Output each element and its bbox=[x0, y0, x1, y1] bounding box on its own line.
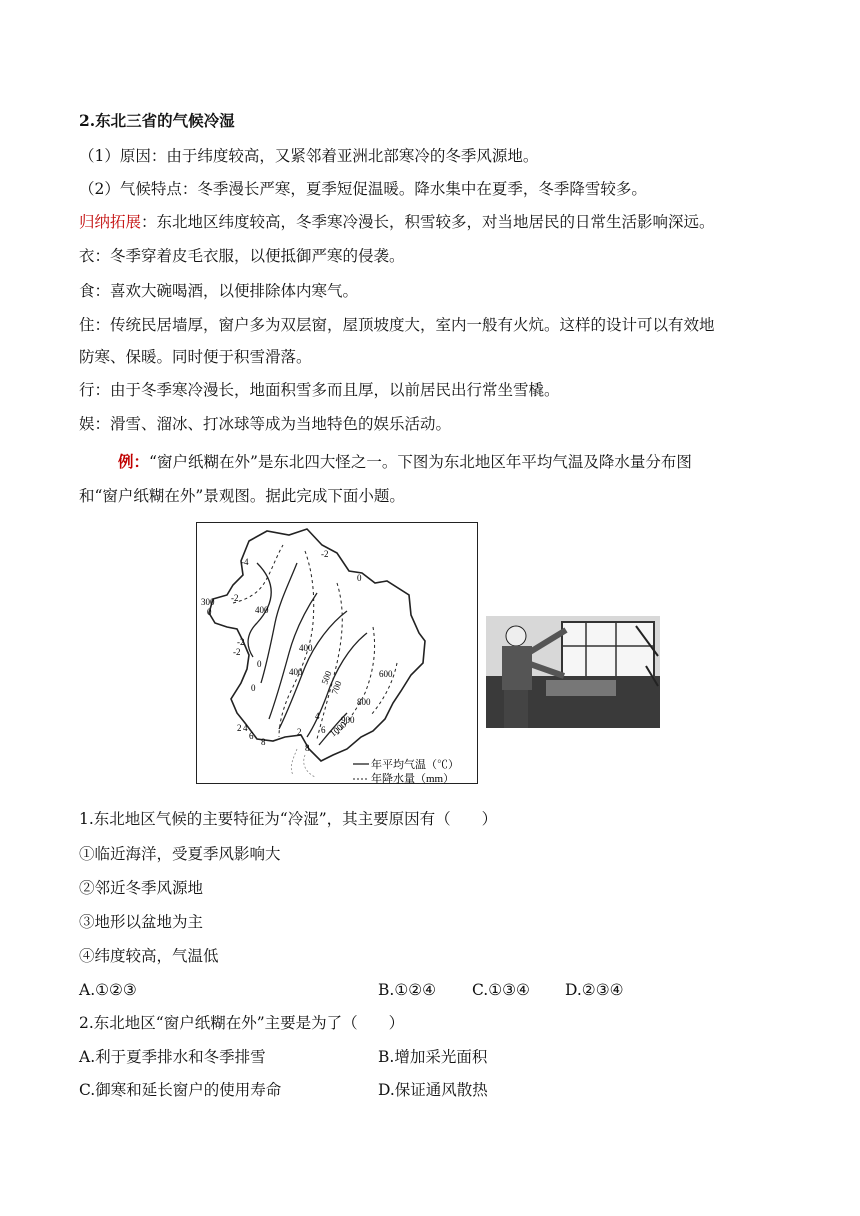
temp-label: 0 bbox=[257, 659, 262, 669]
precip-label: 900 bbox=[341, 715, 355, 725]
temp-label: -2 bbox=[237, 637, 245, 647]
summary-paragraph bbox=[79, 211, 715, 233]
example-label: 例： bbox=[118, 452, 150, 471]
temp-label: 6 bbox=[321, 725, 326, 735]
temp-label: 2 bbox=[237, 723, 242, 733]
question-1-statement: ④纬度较高，气温低 bbox=[79, 947, 219, 965]
temp-label: -2 bbox=[321, 549, 329, 559]
precip-label: 300 bbox=[201, 597, 215, 607]
temp-label: 0 bbox=[357, 573, 362, 583]
precip-label: 600 bbox=[379, 669, 393, 679]
temp-label: 0 bbox=[251, 683, 256, 693]
precip-label: 400 bbox=[299, 643, 313, 653]
summary-text: ：东北地区纬度较高，冬季寒冷漫长，积雪较多，对当地居民的日常生活影响深远。 bbox=[141, 213, 715, 231]
question-1-option-d[interactable]: D.②③④ bbox=[565, 981, 624, 999]
temp-label: 0 bbox=[207, 607, 212, 617]
precip-label: 400 bbox=[289, 667, 303, 677]
question-2-option-a[interactable]: A.利于夏季排水和冬季排雪 bbox=[79, 1048, 266, 1066]
temp-label: 4 bbox=[315, 711, 320, 721]
features-text: （2）气候特点：冬季漫长严寒，夏季短促温暖。降水集中在夏季，冬季降雪较多。 bbox=[79, 180, 647, 198]
summary-label: 归纳拓展 bbox=[79, 213, 142, 231]
northeast-climate-map bbox=[196, 522, 478, 784]
question-1-statement: ①临近海洋，受夏季风影响大 bbox=[79, 845, 281, 863]
question-1-option-a[interactable]: A.①②③ bbox=[79, 981, 137, 999]
section-heading: 2.东北三省的气候冷湿 bbox=[79, 111, 235, 130]
temp-label: 8 bbox=[261, 737, 266, 747]
precip-label: 400 bbox=[255, 605, 269, 615]
question-2-option-b[interactable]: B.增加采光面积 bbox=[378, 1048, 488, 1066]
precip-label: 700 bbox=[329, 679, 344, 696]
entertainment-text: 娱：滑雪、溜冰、打冰球等成为当地特色的娱乐活动。 bbox=[79, 415, 452, 433]
example-text-1: “窗户纸糊在外”是东北四大怪之一。下图为东北地区年平均气温及降水量分布图 bbox=[149, 453, 692, 471]
question-2-option-c[interactable]: C.御寒和延长窗户的使用寿命 bbox=[79, 1081, 282, 1099]
legend-temp: 年平均气温（℃） bbox=[371, 759, 459, 771]
temp-label: -4 bbox=[241, 557, 249, 567]
housing-text-1: 住：传统民居墙厚，窗户多为双层窗，屋顶坡度大，室内一般有火炕。这样的设计可以有效地 bbox=[79, 316, 715, 334]
question-1-statement: ②邻近冬季风源地 bbox=[79, 879, 204, 897]
window-paper-photo bbox=[486, 616, 660, 728]
cause-text: （1）原因：由于纬度较高，又紧邻着亚洲北部寒冷的冬季风源地。 bbox=[79, 147, 539, 165]
temp-label: 8 bbox=[305, 743, 310, 753]
housing-text-2: 防寒、保暖。同时便于积雪滑落。 bbox=[79, 348, 312, 366]
example-text-2: 和“窗户纸糊在外”景观图。据此完成下面小题。 bbox=[79, 487, 405, 505]
temp-label: 6 bbox=[249, 731, 254, 741]
precip-label: 500 bbox=[319, 669, 334, 686]
question-2-option-d[interactable]: D.保证通风散热 bbox=[378, 1081, 488, 1099]
question-1-stem: 1.东北地区气候的主要特征为“冷湿”，其主要原因有（ ） bbox=[79, 810, 498, 828]
clothing-text: 衣：冬季穿着皮毛衣服，以便抵御严寒的侵袭。 bbox=[79, 247, 405, 265]
temp-label: -2 bbox=[231, 593, 239, 603]
question-1-option-c[interactable]: C.①③④ bbox=[472, 981, 530, 999]
precip-label: 800 bbox=[357, 697, 371, 707]
map-svg bbox=[197, 523, 477, 783]
temp-label: 2 bbox=[297, 727, 302, 737]
question-1-statement: ③地形以盆地为主 bbox=[79, 913, 204, 931]
legend-precip: 年降水量（mm） bbox=[371, 773, 455, 783]
example-paragraph bbox=[118, 451, 692, 473]
precip-label: 1000 bbox=[327, 719, 349, 739]
question-2-stem: 2.东北地区“窗户纸糊在外”主要是为了（ ） bbox=[79, 1014, 405, 1032]
travel-text: 行：由于冬季寒冷漫长，地面积雪多而且厚，以前居民出行常坐雪橇。 bbox=[79, 381, 560, 399]
photo-svg bbox=[486, 616, 660, 728]
question-1-option-b[interactable]: B.①②④ bbox=[378, 981, 437, 999]
temp-label: 4 bbox=[243, 723, 248, 733]
temp-label: -2 bbox=[233, 647, 241, 657]
food-text: 食：喜欢大碗喝酒，以便排除体内寒气。 bbox=[79, 282, 359, 300]
